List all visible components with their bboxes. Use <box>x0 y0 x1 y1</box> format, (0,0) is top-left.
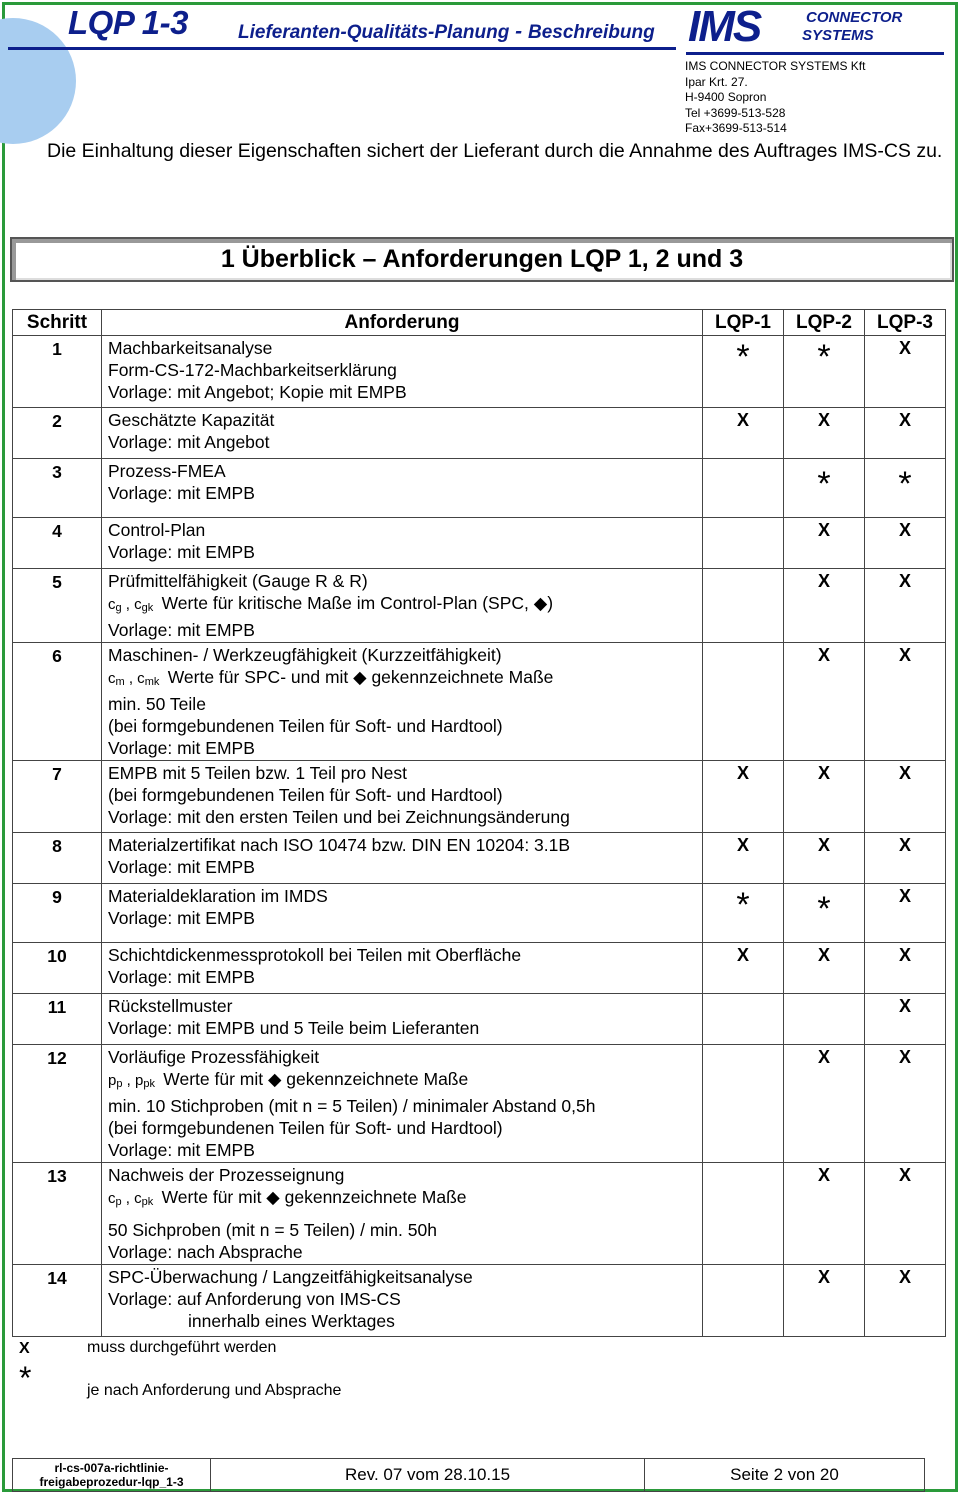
step-number: 11 <box>13 994 102 1045</box>
requirement-line: (bei formgebundenen Teilen für Soft- und Hardtool) <box>108 785 503 805</box>
requirement-text: Werte für SPC- und mit ◆ gekennzeichnete Maße <box>167 667 554 687</box>
requirement-text: Werte für kritische Maße im Control-Plan (SPC, ◆) <box>161 593 554 613</box>
requirement-description <box>102 408 703 459</box>
lqp2-mark: X <box>784 1163 865 1265</box>
lqp2-mark: * <box>784 884 865 943</box>
lqp3-mark: X <box>865 643 946 761</box>
requirement-line: Vorlage: mit EMPB <box>108 542 255 562</box>
address-line: Tel +3699-513-528 <box>685 105 786 120</box>
requirement-line: Vorlage: mit EMPB <box>108 620 255 640</box>
requirement-line: Vorläufige Prozessfähigkeit <box>108 1047 320 1067</box>
lqp1-mark: * <box>703 884 784 943</box>
table-row <box>13 761 946 833</box>
footer-filename-line: rl-cs-007a-richtlinie- <box>54 1461 169 1475</box>
requirement-description <box>102 1265 703 1337</box>
step-number: 14 <box>13 1265 102 1337</box>
title-separator: - <box>509 20 528 43</box>
lqp3-mark: X <box>865 518 946 569</box>
legend-symbol: X <box>19 1340 30 1357</box>
step-number: 8 <box>13 833 102 884</box>
requirement-line: Vorlage: mit EMPB und 5 Teile beim Lieferanten <box>108 1018 480 1038</box>
requirement-description <box>102 1163 703 1265</box>
title-sub: Beschreibung <box>527 22 655 43</box>
table-row <box>13 569 946 643</box>
intro-paragraph: Die Einhaltung dieser Eigenschaften sichert der Lieferant durch die Annahme des Auftrages IMS-CS zu. <box>47 140 943 162</box>
lqp2-mark: * <box>784 459 865 518</box>
lqp3-mark: * <box>865 459 946 518</box>
requirement-line: Vorlage: nach Absprache <box>108 1242 303 1262</box>
table-row <box>13 1045 946 1163</box>
requirement-line: Materialzertifikat nach ISO 10474 bzw. DIN EN 10204: 3.1B <box>108 835 571 855</box>
table-row <box>13 994 946 1045</box>
lqp1-mark: * <box>703 336 784 408</box>
document-id: LQP 1-3 <box>68 4 188 41</box>
lqp3-mark: X <box>865 994 946 1045</box>
lqp3-mark: X <box>865 761 946 833</box>
requirement-line: Vorlage: mit EMPB <box>108 1140 255 1160</box>
table-header-row <box>13 310 946 336</box>
requirement-description <box>102 884 703 943</box>
footer-filename <box>13 1459 211 1492</box>
footer-page-number: Seite 2 von 20 <box>645 1459 925 1492</box>
requirement-line: Vorlage: mit EMPB <box>108 483 255 503</box>
lqp2-mark: X <box>784 408 865 459</box>
lqp3-mark: X <box>865 1045 946 1163</box>
table-row <box>13 408 946 459</box>
address-line: Fax+3699-513-514 <box>685 121 787 136</box>
requirement-line: innerhalb eines Werktages <box>188 1311 395 1331</box>
legend-text: je nach Anforderung und Absprache <box>87 1382 342 1399</box>
index-symbols: $p_p$ , $p_{pk}$ <box>108 1072 155 1090</box>
header-lqp2: LQP-2 <box>784 310 865 336</box>
address-line: H-9400 Sopron <box>685 90 767 105</box>
requirement-line: Materialdeklaration im IMDS <box>108 886 328 906</box>
requirement-line: EMPB mit 5 Teilen bzw. 1 Teil pro Nest <box>108 763 407 783</box>
header-rule-right <box>686 52 944 55</box>
lqp3-mark: X <box>865 943 946 994</box>
requirement-description <box>102 1045 703 1163</box>
lqp1-mark <box>703 459 784 518</box>
requirement-description <box>102 336 703 408</box>
step-number: 7 <box>13 761 102 833</box>
table-row <box>13 1163 946 1265</box>
requirement-line: Prüfmittelfähigkeit (Gauge R & R) <box>108 571 368 591</box>
index-symbols: $c_p$ , $c_{pk}$ <box>108 1190 154 1208</box>
lqp1-mark: X <box>703 408 784 459</box>
logo-line-2: SYSTEMS <box>802 27 874 44</box>
requirement-line: 50 Sichproben (mit n = 5 Teilen) / min. 50h <box>108 1220 437 1240</box>
table-body <box>13 336 946 1337</box>
requirement-line: Vorlage: mit EMPB <box>108 967 255 987</box>
requirement-line: Geschätzte Kapazität <box>108 410 275 430</box>
lqp1-mark <box>703 643 784 761</box>
address-line: IMS CONNECTOR SYSTEMS Kft <box>685 59 866 73</box>
header-rule-left <box>8 47 676 50</box>
requirement-line: min. 10 Stichproben (mit n = 5 Teilen) / minimaler Abstand 0,5h <box>108 1096 596 1116</box>
step-number: 12 <box>13 1045 102 1163</box>
lqp2-mark: X <box>784 1265 865 1337</box>
header-lqp3: LQP-3 <box>865 310 946 336</box>
lqp1-mark <box>703 569 784 643</box>
table-row <box>13 336 946 408</box>
lqp1-mark <box>703 1265 784 1337</box>
address-line: Ipar Krt. 27. <box>685 74 748 89</box>
lqp1-mark: X <box>703 833 784 884</box>
lqp3-mark: X <box>865 884 946 943</box>
header-step: Schritt <box>13 310 102 336</box>
footer-filename-line: freigabeprozedur-lqp_1-3 <box>39 1475 184 1489</box>
lqp2-mark <box>784 994 865 1045</box>
lqp3-mark: X <box>865 336 946 408</box>
lqp1-mark <box>703 518 784 569</box>
lqp3-mark: X <box>865 569 946 643</box>
lqp2-mark: X <box>784 1045 865 1163</box>
page-footer <box>12 1458 925 1492</box>
requirement-line: Vorlage: mit EMPB <box>108 857 255 877</box>
company-logo <box>688 2 946 51</box>
table-row <box>13 518 946 569</box>
lqp1-mark: X <box>703 761 784 833</box>
requirement-line: Maschinen- / Werkzeugfähigkeit (Kurzzeitfähigkeit) <box>108 645 502 665</box>
logo-line-1: CONNECTOR <box>806 9 903 26</box>
requirement-line: Control-Plan <box>108 520 206 540</box>
lqp1-mark <box>703 1045 784 1163</box>
requirement-line: Machbarkeitsanalyse <box>108 338 273 358</box>
requirement-description <box>102 943 703 994</box>
document-title <box>238 20 655 44</box>
step-number: 10 <box>13 943 102 994</box>
table-row <box>13 943 946 994</box>
requirement-line: Schichtdickenmessprotokoll bei Teilen mit Oberfläche <box>108 945 522 965</box>
lqp1-mark <box>703 994 784 1045</box>
requirement-line: Prozess-FMEA <box>108 461 226 481</box>
requirement-description <box>102 994 703 1045</box>
table-row <box>13 884 946 943</box>
title-main: Lieferanten-Qualitäts-Planung <box>238 22 510 43</box>
requirement-line: Form-CS-172-Machbarkeitserklärung <box>108 360 397 380</box>
requirement-line <box>108 1068 696 1095</box>
lqp1-mark <box>703 1163 784 1265</box>
requirement-description <box>102 569 703 643</box>
requirement-description <box>102 518 703 569</box>
requirement-line: Rückstellmuster <box>108 996 233 1016</box>
footer-revision: Rev. 07 vom 28.10.15 <box>211 1459 645 1492</box>
requirement-line <box>108 666 696 693</box>
requirement-line: Vorlage: mit EMPB <box>108 908 255 928</box>
step-number: 4 <box>13 518 102 569</box>
table-row <box>13 1265 946 1337</box>
legend-text: muss durchgeführt werden <box>87 1339 277 1356</box>
lqp2-mark: X <box>784 833 865 884</box>
lqp3-mark: X <box>865 1163 946 1265</box>
step-number: 2 <box>13 408 102 459</box>
requirement-line: SPC-Überwachung / Langzeitfähigkeitsanalyse <box>108 1267 473 1287</box>
requirement-line: (bei formgebundenen Teilen für Soft- und Hardtool) <box>108 716 503 736</box>
requirement-description <box>102 761 703 833</box>
index-symbols: $c_m$ , $c_{mk}$ <box>108 670 160 688</box>
lqp1-mark: X <box>703 943 784 994</box>
requirement-text: Werte für mit ◆ gekennzeichnete Maße <box>161 1187 467 1207</box>
requirement-line: Vorlage: mit EMPB <box>108 738 255 758</box>
header-requirement: Anforderung <box>102 310 703 336</box>
step-number: 5 <box>13 569 102 643</box>
lqp3-mark: X <box>865 833 946 884</box>
legend-symbol: * <box>19 1360 32 1396</box>
requirement-text: Werte für mit ◆ gekennzeichnete Maße <box>163 1069 469 1089</box>
logo-word: IMS <box>688 2 761 51</box>
lqp2-mark: X <box>784 518 865 569</box>
lqp2-mark: X <box>784 569 865 643</box>
requirement-line: Nachweis der Prozesseignung <box>108 1165 345 1185</box>
requirement-line <box>108 1186 696 1213</box>
requirement-line: Vorlage: mit Angebot; Kopie mit EMPB <box>108 382 407 402</box>
requirements-table <box>12 309 946 1337</box>
lqp3-mark: X <box>865 408 946 459</box>
header-lqp1: LQP-1 <box>703 310 784 336</box>
requirement-line: (bei formgebundenen Teilen für Soft- und Hardtool) <box>108 1118 503 1138</box>
company-address <box>685 59 865 137</box>
table-row <box>13 833 946 884</box>
requirement-line: Vorlage: mit Angebot <box>108 432 270 452</box>
requirement-line: min. 50 Teile <box>108 694 206 714</box>
lqp3-mark: X <box>865 1265 946 1337</box>
step-number: 1 <box>13 336 102 408</box>
step-number: 13 <box>13 1163 102 1265</box>
lqp2-mark: * <box>784 336 865 408</box>
requirement-line <box>108 592 696 619</box>
index-symbols: $c_g$ , $c_{gk}$ <box>108 596 154 614</box>
lqp2-mark: X <box>784 643 865 761</box>
requirement-description <box>102 459 703 518</box>
table-row <box>13 643 946 761</box>
lqp2-mark: X <box>784 761 865 833</box>
requirement-description <box>102 833 703 884</box>
table-row <box>13 459 946 518</box>
requirement-line: Vorlage: mit den ersten Teilen und bei Zeichnungsänderung <box>108 807 570 827</box>
requirement-line: Vorlage: auf Anforderung von IMS-CS <box>108 1289 401 1309</box>
step-number: 6 <box>13 643 102 761</box>
step-number: 9 <box>13 884 102 943</box>
requirement-description <box>102 643 703 761</box>
step-number: 3 <box>13 459 102 518</box>
section-heading-box <box>10 237 954 282</box>
section-title: 1 Überblick – Anforderungen LQP 1, 2 und 3 <box>220 245 744 273</box>
lqp2-mark: X <box>784 943 865 994</box>
